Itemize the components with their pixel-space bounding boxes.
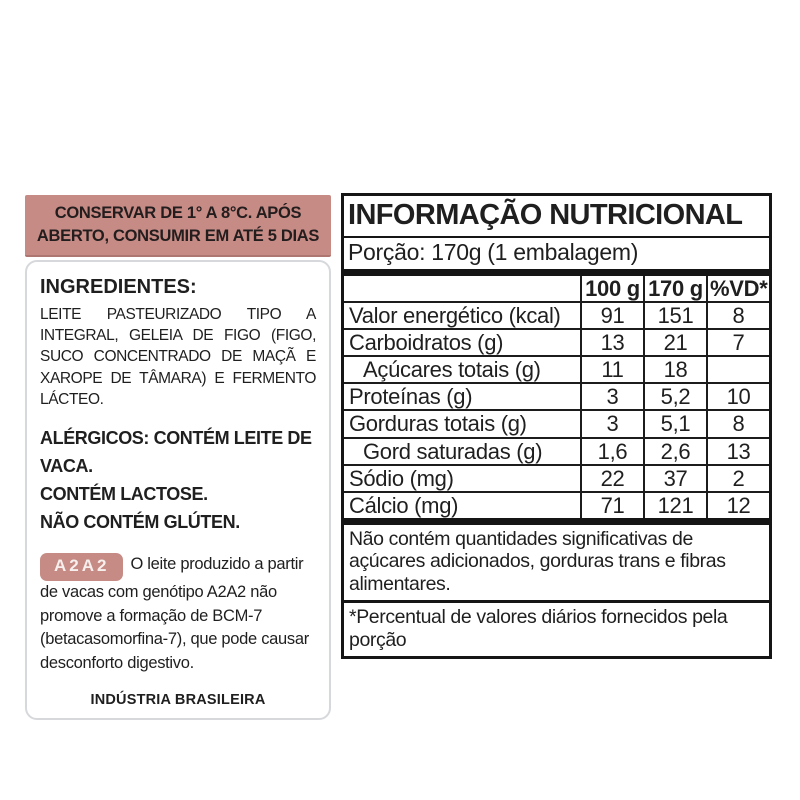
value-percent-vd: 10 [706, 384, 769, 409]
nutrient-label: Sódio (mg) [349, 465, 454, 491]
allergen-line: CONTÉM LACTOSE. [40, 484, 208, 505]
nutrition-grid [344, 276, 769, 518]
origin-label: INDÚSTRIA BRASILEIRA [90, 692, 266, 709]
value-per-100g: 11 [580, 357, 643, 382]
nutrient-label: Carboidratos (g) [349, 330, 504, 356]
value-percent-vd: 8 [706, 303, 769, 328]
nutrition-table-title: INFORMAÇÃO NUTRICIONAL [344, 196, 769, 238]
value-per-170g: 151 [643, 303, 706, 328]
nutrient-label: Cálcio (mg) [349, 492, 459, 518]
nutrition-row [344, 409, 769, 436]
value-per-170g: 37 [643, 466, 706, 491]
left-info-panel [25, 195, 331, 720]
nutrition-row [344, 464, 769, 491]
value-percent-vd [706, 357, 769, 382]
a2a2-badge: A2A2 [40, 553, 123, 581]
column-header-vd: %VD* [706, 276, 770, 301]
value-per-170g: 5,2 [643, 384, 706, 409]
nutrition-rows [344, 301, 769, 518]
no-significant-amounts-note: Não contém quantidades significativas de açúcares adicionados, gorduras trans e fibras alimentares. [344, 525, 769, 603]
value-per-100g: 3 [580, 411, 643, 436]
value-percent-vd: 2 [706, 466, 769, 491]
daily-values-footnote: *Percentual de valores diários fornecidos pela porção [349, 605, 728, 651]
value-per-170g: 5,1 [643, 411, 706, 436]
header-spacer [344, 288, 580, 290]
a2a2-paragraph [40, 553, 316, 676]
ingredients-title: INGREDIENTES: [40, 275, 197, 298]
nutrition-row [344, 355, 769, 382]
value-percent-vd: 8 [706, 411, 769, 436]
value-per-100g: 91 [580, 303, 643, 328]
nutrition-header-row [344, 276, 769, 301]
value-per-100g: 71 [580, 493, 643, 518]
nutrient-label: Valor energético (kcal) [349, 303, 561, 329]
nutrition-facts-table [341, 193, 772, 659]
value-per-100g: 1,6 [580, 439, 643, 464]
ingredients-card [25, 260, 331, 721]
nutrient-label: Açúcares totais (g) [363, 357, 541, 383]
nutrition-row [344, 491, 769, 518]
serving-size: Porção: 170g (1 embalagem) [348, 239, 639, 265]
value-per-170g: 18 [643, 357, 706, 382]
value-percent-vd: 13 [706, 439, 769, 464]
value-percent-vd: 12 [706, 493, 769, 518]
column-header-170g: 170 g [643, 276, 706, 301]
ingredients-text: LEITE PASTEURIZADO TIPO A INTEGRAL, GELEIA DE FIGO (FIGO, SUCO CONCENTRADO DE MAÇÃ E XAROPE DE TÂMARA) E FERMENTO LÁCTEO. [40, 305, 316, 409]
nutrient-label: Gorduras totais (g) [349, 411, 527, 437]
divider-thick [344, 518, 769, 525]
allergen-block [40, 425, 316, 537]
storage-instructions-banner: CONSERVAR DE 1° A 8°C. APÓS ABERTO, CONSUMIR EM ATÉ 5 DIAS [25, 195, 331, 257]
a2a2-text: O leite produzido a partir de vacas com genótipo A2A2 não promove a formação de BCM-7 (betacasomorfina-7), que pode causar desconforto digestivo. [40, 554, 309, 673]
nutrition-row [344, 382, 769, 409]
nutrition-row [344, 328, 769, 355]
nutrition-row [344, 437, 769, 464]
divider-thick [344, 269, 769, 276]
value-per-100g: 13 [580, 330, 643, 355]
value-per-170g: 2,6 [643, 439, 706, 464]
allergen-line: NÃO CONTÉM GLÚTEN. [40, 512, 240, 533]
nutrient-label: Gord saturadas (g) [363, 438, 543, 464]
nutrient-label: Proteínas (g) [349, 384, 473, 410]
value-percent-vd: 7 [706, 330, 769, 355]
nutrition-row [344, 301, 769, 328]
value-per-100g: 3 [580, 384, 643, 409]
column-header-100g: 100 g [580, 276, 643, 301]
allergen-line: ALÉRGICOS: CONTÉM LEITE DE VACA. [40, 428, 312, 477]
value-per-100g: 22 [580, 466, 643, 491]
value-per-170g: 121 [643, 493, 706, 518]
value-per-170g: 21 [643, 330, 706, 355]
